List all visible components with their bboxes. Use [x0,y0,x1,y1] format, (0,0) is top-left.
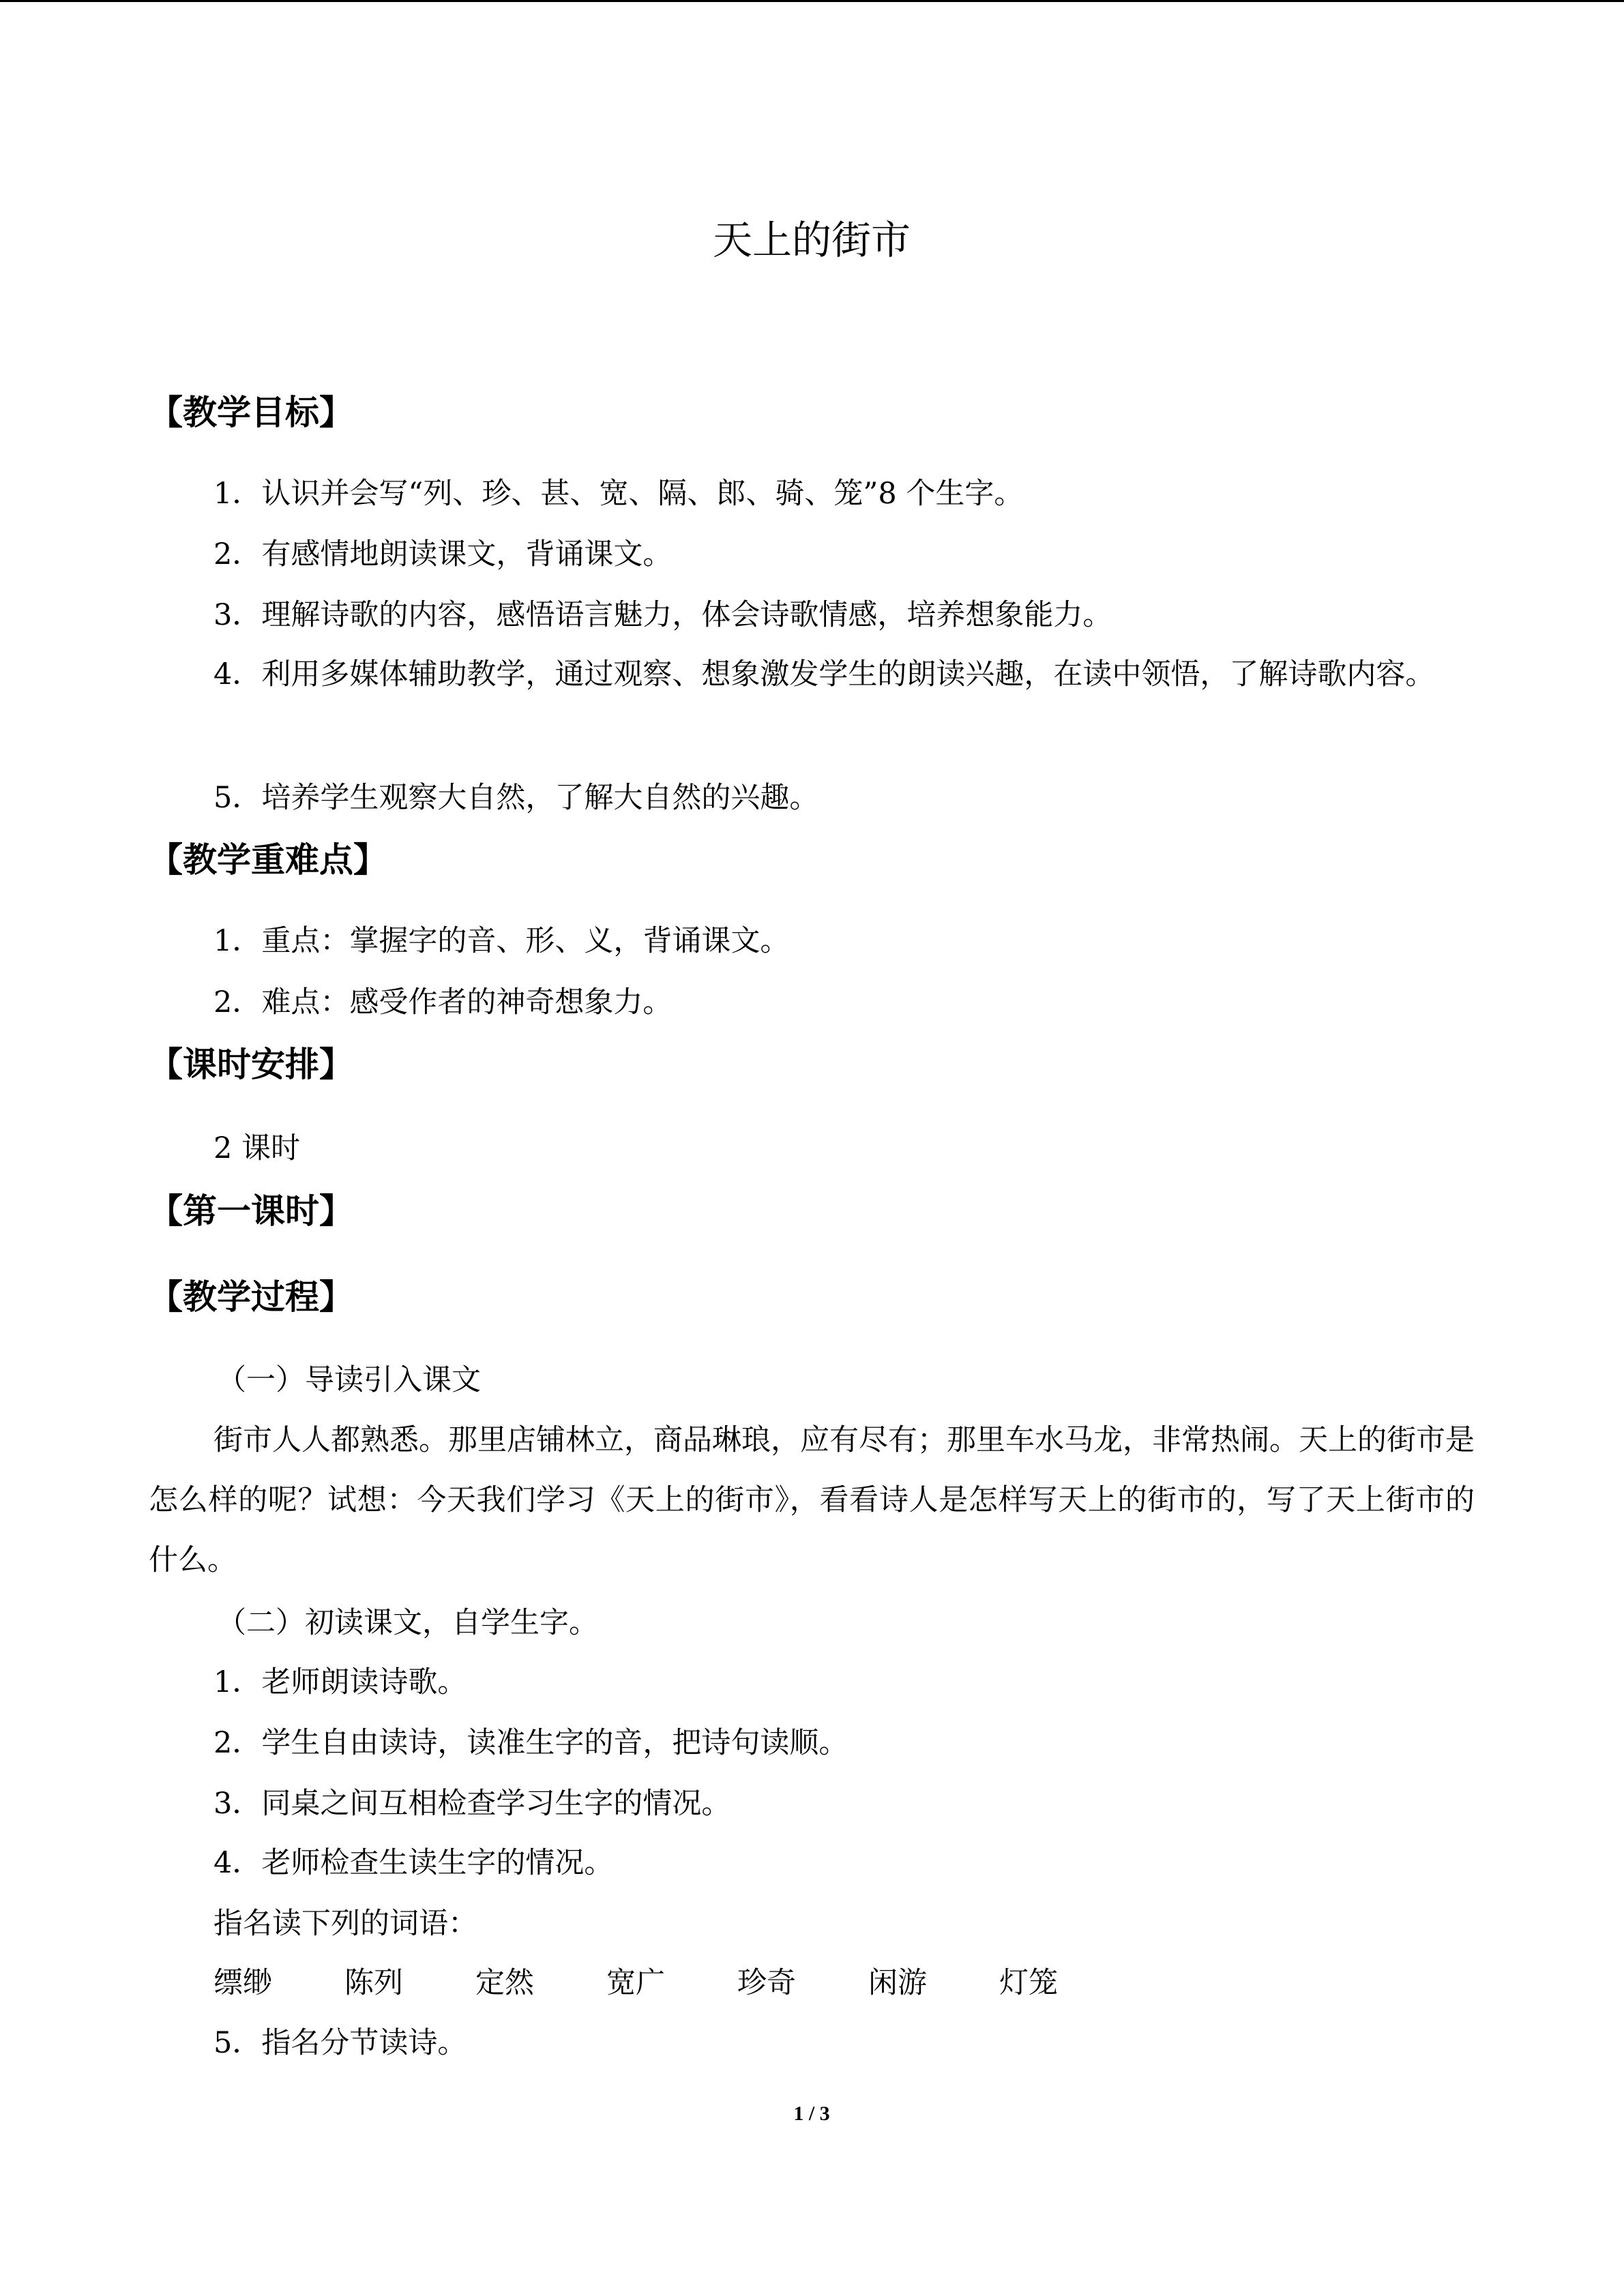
process-step2-item-2: 2．学生自由读诗，读准生字的音，把诗句读顺。 [213,1726,848,1760]
objective-item-4: 4．利用多媒体辅助教学，通过观察、想象激发学生的朗读兴趣，在读中领悟，了解诗歌内容。 [213,657,1435,691]
objective-item-5: 5．培养学生观察大自然，了解大自然的兴趣。 [213,781,819,815]
top-border [0,0,1624,2]
vocab-prompt: 指名读下列的词语： [213,1907,477,1941]
heading-key-points: 【教学重难点】 [149,840,387,880]
heading-first-lesson: 【第一课时】 [149,1191,353,1231]
vocab-word: 闲游 [868,1966,927,2000]
key-point-item-1: 1．重点：掌握字的音、形、义，背诵课文。 [213,924,790,958]
process-step2-item-3: 3．同桌之间互相检查学习生字的情况。 [213,1787,731,1821]
process-step2-item-1: 1．老师朗读诗歌。 [213,1665,467,1699]
vocab-word: 定然 [475,1966,534,2000]
process-step2-title: （二）初读课文，自学生字。 [217,1606,598,1640]
vocab-word: 缥缈 [213,1966,272,2000]
heading-schedule: 【课时安排】 [149,1045,353,1084]
vocab-word: 陈列 [344,1966,403,2000]
process-step2-item-5: 5．指名分节读诗。 [213,2026,467,2060]
process-step2-item-4: 4．老师检查生读生字的情况。 [213,1846,614,1880]
objective-item-2: 2．有感情地朗读课文，背诵课文。 [213,537,673,571]
objective-item-1: 1．认识并会写“列、珍、甚、宽、隔、郎、骑、笼”8 个生字。 [213,477,1024,511]
vocab-word: 灯笼 [999,1966,1058,2000]
objective-item-3: 3．理解诗歌的内容，感悟语言魅力，体会诗歌情感，培养想象能力。 [213,598,1112,632]
heading-objectives: 【教学目标】 [149,393,353,432]
heading-process: 【教学过程】 [149,1277,353,1317]
page-title: 天上的街市 [712,217,911,263]
process-step1-text: 街市人人都熟悉。那里店铺林立，商品琳琅，应有尽有；那里车水马龙，非常热闹。天上的街市是怎么样的呢？试想：今天我们学习《天上的街市》，看看诗人是怎样写天上的街市的，写了天上街市的什么。 [149,1423,1475,1577]
schedule-text: 2 课时 [213,1131,301,1165]
vocab-word: 珍奇 [737,1966,796,2000]
process-step1-title: （一）导读引入课文 [217,1363,481,1397]
vocab-word: 宽广 [606,1966,665,2000]
vocab-list [213,1963,1130,2003]
key-point-item-2: 2．难点：感受作者的神奇想象力。 [213,985,673,1019]
page-number: 1 / 3 [793,2102,830,2125]
